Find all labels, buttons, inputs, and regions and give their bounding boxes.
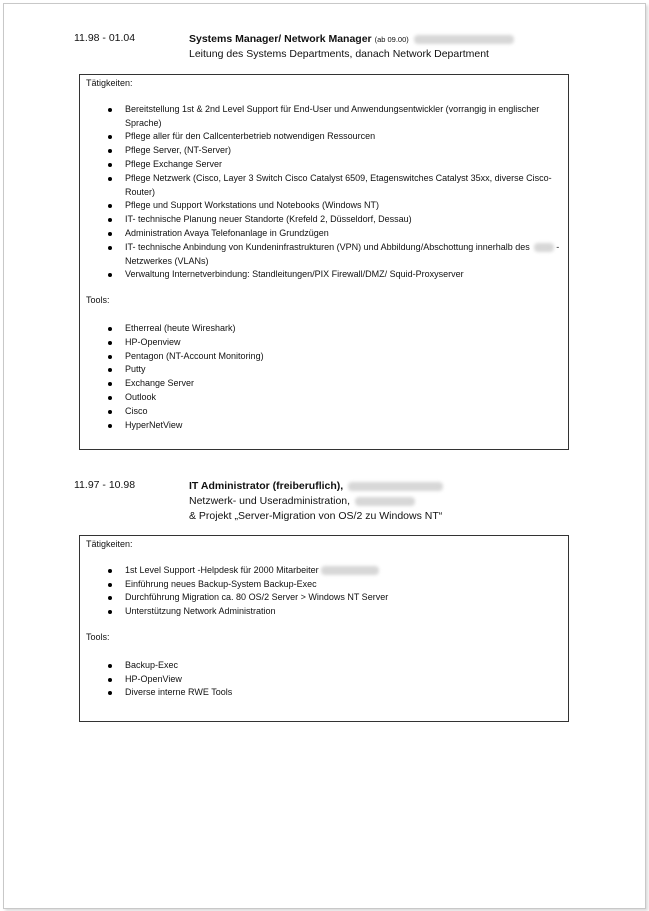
list-item-text-suffix: -Netzwerkes (VLANs) [125,241,560,266]
document-page [3,3,646,909]
tools-label: Tools: [86,295,110,306]
list-item: Bereitstellung 1st & 2nd Level Support für End-User und Anwendungsentwickler (vorrangig in englischer Sprache) [86,103,562,131]
entry-1-box [79,74,569,450]
entry-2-subtitle-1: Netzwerk- und Useradministration, [189,495,351,507]
entry-1-title: Systems Manager/ Network Manager [189,33,372,45]
taetigkeiten-label: Tätigkeiten: [86,539,133,549]
list-item: Verwaltung Internetverbindung: Standleitungen/PIX Firewall/DMZ/ Squid-Proxyserver [86,268,562,282]
redacted-text [321,566,379,575]
list-item: Pentagon (NT-Account Monitoring) [86,350,562,364]
entry-1-date: 11.98 - 01.04 [74,32,136,44]
entry-2-date: 11.97 - 10.98 [74,479,136,491]
list-item-text: 1st Level Support -Helpdesk für 2000 Mitarbeiter [125,564,319,575]
list-item: Pflege Netzwerk (Cisco, Layer 3 Switch Cisco Catalyst 6509, Etagenswitches Catalyst 35xx, diverse Cisco-Router) [86,172,562,200]
redacted-text [534,243,554,252]
list-item: Putty [86,363,562,377]
list-item: HP-OpenView [86,673,562,687]
list-item: Pflege Exchange Server [86,158,562,172]
list-item: Etherreal (heute Wireshark) [86,322,562,336]
entry-2-title-block [189,479,609,524]
redacted-text [348,482,443,491]
list-item: Outlook [86,391,562,405]
list-item: Durchführung Migration ca. 80 OS/2 Server > Windows NT Server [86,591,562,605]
taetigkeiten-list [86,564,562,619]
taetigkeiten-list [86,103,562,282]
redacted-text [355,497,415,506]
entry-1-title-block [189,32,609,62]
list-item: Exchange Server [86,377,562,391]
list-item: Diverse interne RWE Tools [86,686,562,700]
list-item [86,564,562,578]
entry-1-subtitle: Leitung des Systems Departments, danach Network Department [189,48,489,60]
list-item: Unterstützung Network Administration [86,605,562,619]
entry-2-subtitle-2: & Projekt „Server-Migration von OS/2 zu Windows NT“ [189,510,443,522]
list-item: Cisco [86,405,562,419]
tools-label: Tools: [86,631,110,642]
taetigkeiten-label: Tätigkeiten: [86,78,133,88]
list-item: Einführung neues Backup-System Backup-Exec [86,578,562,592]
list-item: Backup-Exec [86,659,562,673]
list-item: Pflege und Support Workstations und Notebooks (Windows NT) [86,199,562,213]
redacted-text [414,35,514,44]
entry-2-box [79,535,569,722]
entry-1-title-note: (ab 09.00) [374,35,409,44]
tools-list [86,659,562,700]
list-item-text: IT- technische Anbindung von Kundeninfrastrukturen (VPN) und Abbildung/Abschottung innerhalb des [125,241,533,252]
list-item [86,241,562,269]
list-item: Administration Avaya Telefonanlage in Grundzügen [86,227,562,241]
tools-list [86,322,562,432]
list-item: IT- technische Planung neuer Standorte (Krefeld 2, Düsseldorf, Dessau) [86,213,562,227]
list-item: HyperNetView [86,419,562,433]
list-item: HP-Openview [86,336,562,350]
entry-2-title: IT Administrator (freiberuflich), [189,480,344,492]
list-item: Pflege aller für den Callcenterbetrieb notwendigen Ressourcen [86,130,562,144]
list-item: Pflege Server, (NT-Server) [86,144,562,158]
